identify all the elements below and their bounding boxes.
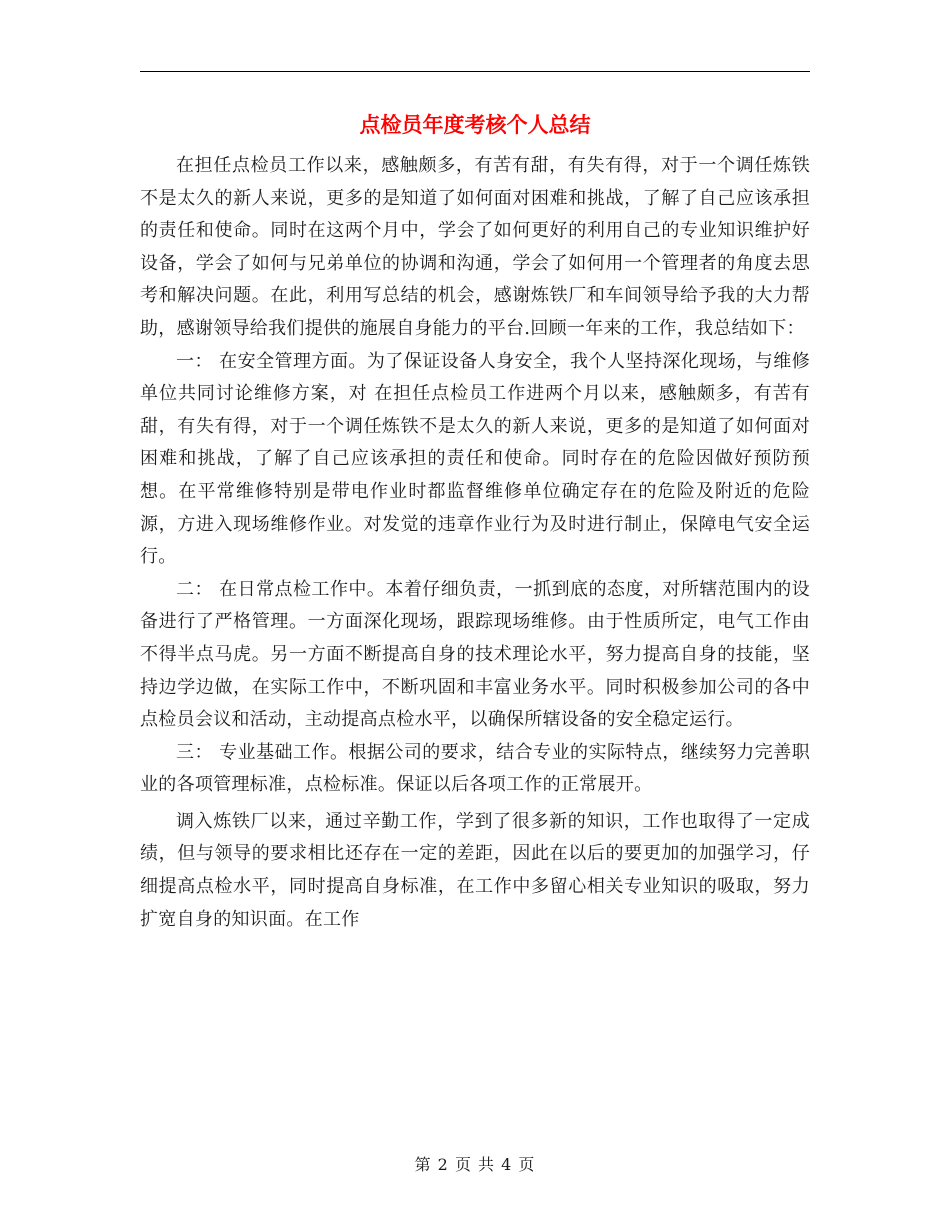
document-body — [140, 150, 810, 936]
paragraph-conclusion: 调入炼铁厂以来，通过辛勤工作，学到了很多新的知识，工作也取得了一定成绩，但与领导的要求相比还存在一定的差距，因此在以后的要更加的加强学习，仔细提高点检水平，同时提高自身标准，在工作中多留心相关专业知识的吸取，努力扩宽自身的知识面。在工作 — [140, 810, 810, 930]
header-rule — [140, 71, 810, 72]
paragraph-safety-management: 一： 在安全管理方面。为了保证设备人身安全，我个人坚持深化现场，与维修单位共同讨论维修方案，对 在担任点检员工作进两个月以来，感触颇多，有苦有甜，有失有得，对于一个调任炼铁不是太久的新人来说，更多的是知道了如何面对困难和挑战，了解了自己应该承担的责任和使命。同时存在的危险因做好预防预想。在平常维修特别是带电作业时都监督维修单位确定存在的危险及附近的危险源，方进入现场维修作业。对发觉的违章作业行为及时进行制止，保障电气安全运行。 — [140, 350, 810, 568]
paragraph-intro: 在担任点检员工作以来，感触颇多，有苦有甜，有失有得，对于一个调任炼铁不是太久的新人来说，更多的是知道了如何面对困难和挑战，了解了自己应该承担的责任和使命。同时在这两个月中，学会了如何更好的利用自己的专业知识维护好设备，学会了如何与兄弟单位的协调和沟通，学会了如何用一个管理者的角度去思考和解决问题。在此，利用写总结的机会，感谢炼铁厂和车间领导给予我的大力帮助，感谢领导给我们提供的施展自身能力的平台.回顾一年来的工作，我总结如下： — [140, 155, 810, 339]
paragraph-basic-work: 三： 专业基础工作。根据公司的要求，结合专业的实际特点，继续努力完善职业的各项管理标准，点检标准。保证以后各项工作的正常展开。 — [140, 741, 810, 796]
paragraph-daily-inspection: 二： 在日常点检工作中。本着仔细负责，一抓到底的态度，对所辖范围内的设备进行了严格管理。一方面深化现场，跟踪现场维修。由于性质所定，电气工作由不得半点马虎。另一方面不断提高自身的技术理论水平，努力提高自身的技能，坚持边学边做，在实际工作中，不断巩固和丰富业务水平。同时积极参加公司的各中点检员会议和活动，主动提高点检水平，以确保所辖设备的安全稳定运行。 — [140, 578, 810, 731]
document-title: 点检员年度考核个人总结 — [359, 113, 591, 137]
page-number: 第 2 页 共 4 页 — [414, 1155, 536, 1174]
